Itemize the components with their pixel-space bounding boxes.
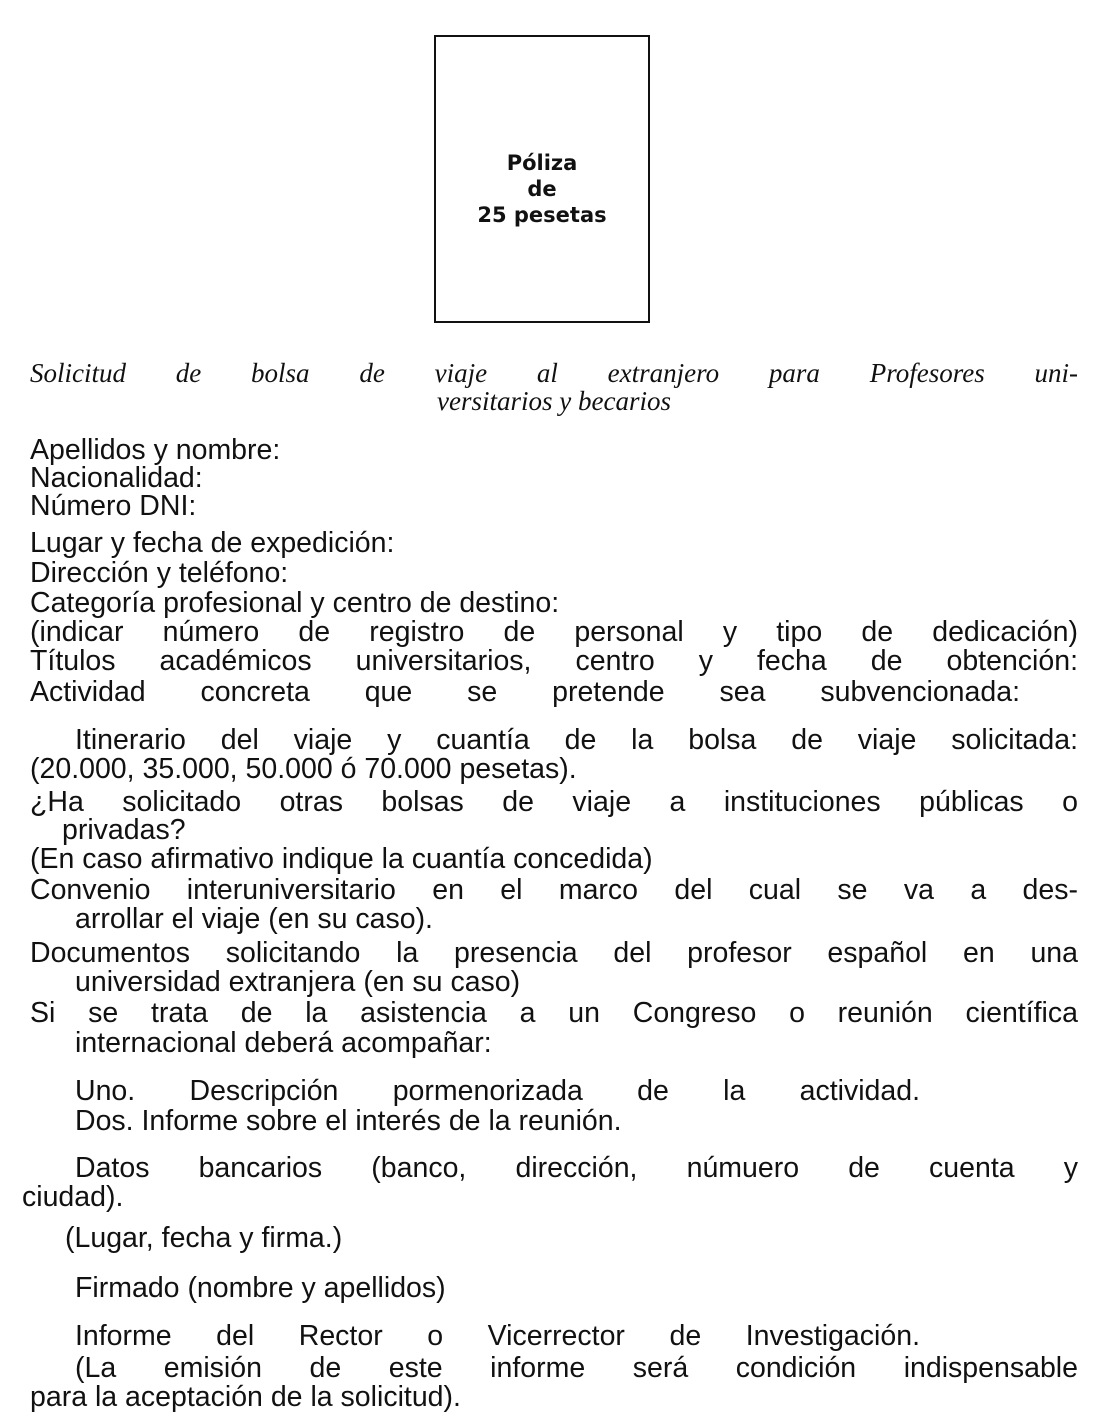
field-label: Títulos académicos universitarios, centro y fecha de obtención:: [30, 645, 1078, 677]
field-note: (20.000, 35.000, 50.000 ó 70.000 pesetas).: [30, 753, 577, 785]
signature-note: (Lugar, fecha y firma.): [65, 1222, 343, 1254]
field-note: (indicar número de registro de personal y tipo de dedicación): [30, 616, 1078, 648]
document-title: Solicitud de bolsa de viaje al extranjero para Profesores uni-: [30, 358, 1078, 388]
list-item: Uno. Descripción pormenorizada de la actividad.: [75, 1075, 920, 1107]
field-note: (La emisión de este informe será condición indispensable: [75, 1352, 1078, 1384]
signature-note: Firmado (nombre y apellidos): [75, 1272, 446, 1304]
document-title: versitarios y becarios: [437, 386, 671, 416]
field-label: Actividad concreta que se pretende sea subvencionada:: [30, 676, 1020, 708]
field-label: ciudad).: [22, 1181, 124, 1213]
stamp-text: de: [527, 177, 557, 201]
field-label: internacional deberá acompañar:: [75, 1027, 492, 1059]
field-label: Convenio interuniversitario en el marco del cual se va a des-: [30, 874, 1078, 906]
stamp-box: [434, 35, 650, 323]
field-label: arrollar el viaje (en su caso).: [75, 903, 433, 935]
field-label: Dirección y teléfono:: [30, 557, 289, 589]
field-label: Número DNI:: [30, 490, 197, 522]
field-label: Apellidos y nombre:: [30, 434, 281, 466]
field-label: Itinerario del viaje y cuantía de la bolsa de viaje solicitada:: [75, 724, 1078, 756]
field-label: Categoría profesional y centro de destino:: [30, 587, 560, 619]
field-label: Nacionalidad:: [30, 462, 203, 494]
field-note: para la aceptación de la solicitud).: [30, 1381, 461, 1413]
field-label: privadas?: [62, 814, 186, 846]
field-label: Documentos solicitando la presencia del profesor español en una: [30, 937, 1078, 969]
list-item: Dos. Informe sobre el interés de la reunión.: [75, 1105, 622, 1137]
field-label: Informe del Rector o Vicerrector de Investigación.: [75, 1320, 920, 1352]
field-label: ¿Ha solicitado otras bolsas de viaje a instituciones públicas o: [30, 786, 1078, 818]
stamp-text: Póliza: [506, 151, 578, 175]
stamp-text: 25 pesetas: [477, 203, 607, 227]
field-label: universidad extranjera (en su caso): [75, 966, 521, 998]
field-note: (En caso afirmativo indique la cuantía concedida): [30, 843, 653, 875]
field-label: Si se trata de la asistencia a un Congreso o reunión científica: [30, 997, 1078, 1029]
field-label: Lugar y fecha de expedición:: [30, 527, 395, 559]
field-label: Datos bancarios (banco, dirección, númuero de cuenta y: [75, 1152, 1078, 1184]
